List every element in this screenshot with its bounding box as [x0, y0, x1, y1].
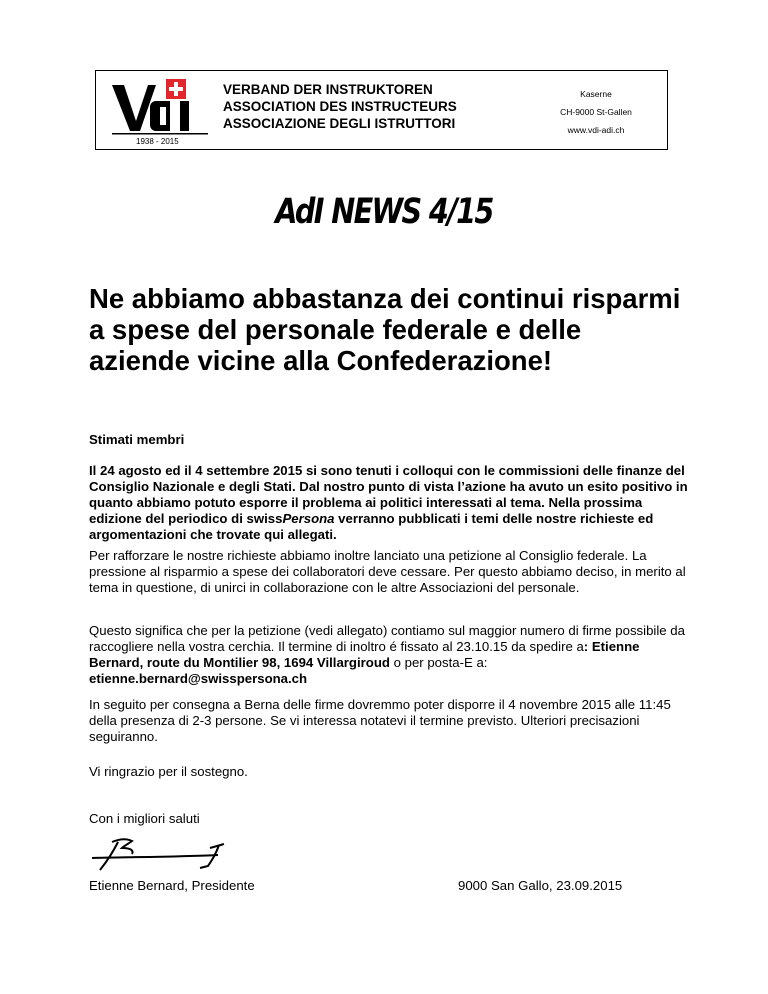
- paragraph-1-italic: Persona: [282, 511, 335, 526]
- letterhead: [95, 70, 668, 150]
- signatory-name: Etienne Bernard, Presidente: [89, 878, 255, 893]
- paragraph-3-text-b: o per posta-E a:: [389, 655, 488, 670]
- website: www.vdi-adi.ch: [567, 125, 625, 135]
- org-name-italian: ASSOCIAZIONE DEGLI ISTRUTTORI: [223, 116, 456, 131]
- paragraph-1-text-a: Il 24 agosto ed il 4 settembre 2015 si sono tenuti i colloqui con le commissioni delle finanze del Consiglio Nazionale e degli Stati. Dal nostro punto di vista l’azione ha avuto un esito positivo in quanto abbiamo potuto esporre il problema ai politici interessati al tema. Nella prossima edizione del periodico di swiss: [89, 463, 688, 526]
- handwritten-signature: [88, 830, 238, 880]
- place-and-date: 9000 San Gallo, 23.09.2015: [458, 878, 623, 893]
- paragraph-5: Vi ringrazio per il sostegno.: [89, 764, 248, 779]
- paragraph-3-email: etienne.bernard@swisspersona.ch: [89, 671, 308, 686]
- paragraph-4: In seguito per consegna a Berna delle firme dovremmo poter disporre il 4 novembre 2015 alle 11:45 della presenza di 2-3 persone. Se vi interessa notatevi il termine previsto. Ulteriori precisazioni seguiranno.: [89, 697, 671, 744]
- paragraph-3-address: : Etienne Bernard, route du Montilier 98, 1694 Villargiroud: [89, 639, 640, 670]
- address-line-1: Kaserne: [580, 89, 612, 99]
- paragraph-3: [89, 623, 689, 687]
- founding-years: 1938 - 2015: [136, 137, 179, 146]
- org-name-french: ASSOCIATION DES INSTRUCTEURS: [223, 99, 457, 114]
- closing: Con i migliori saluti: [89, 811, 200, 826]
- paragraph-1: [89, 463, 689, 543]
- headline: Ne abbiamo abbastanza dei continui risparmi a spese del personale federale e delle aziende vicine alla Confederazione!: [89, 283, 681, 376]
- org-name-german: VERBAND DER INSTRUKTOREN: [223, 82, 433, 97]
- organization-names: [223, 81, 457, 132]
- address-line-2: CH-9000 St-Gallen: [560, 107, 632, 117]
- paragraph-3-text-a: Questo significa che per la petizione (vedi allegato) contiamo sul maggior numero di firme possibile da raccogliere nella vostra cerchia. Il termine di inoltro é fissato al 23.10.15 da spedire a: [89, 623, 685, 654]
- paragraph-2: Per rafforzare le nostre richieste abbiamo inoltre lanciato una petizione al Consiglio federale. La pressione al risparmio a spese dei collaboratori deve cessare. Per questo abbiamo deciso, in merito al tema in questione, di unirci in collaborazione con le altre Associazioni del personale.: [89, 548, 686, 595]
- news-title: AdI NEWS 4/15: [275, 192, 493, 232]
- greeting: Stimati membri: [89, 432, 185, 447]
- paragraph-1-text-b: verranno pubblicati i temi delle nostre richieste ed argomentazioni che trovate qui allegati.: [89, 511, 654, 542]
- vdi-logo: [110, 77, 210, 135]
- address-block: [541, 85, 651, 139]
